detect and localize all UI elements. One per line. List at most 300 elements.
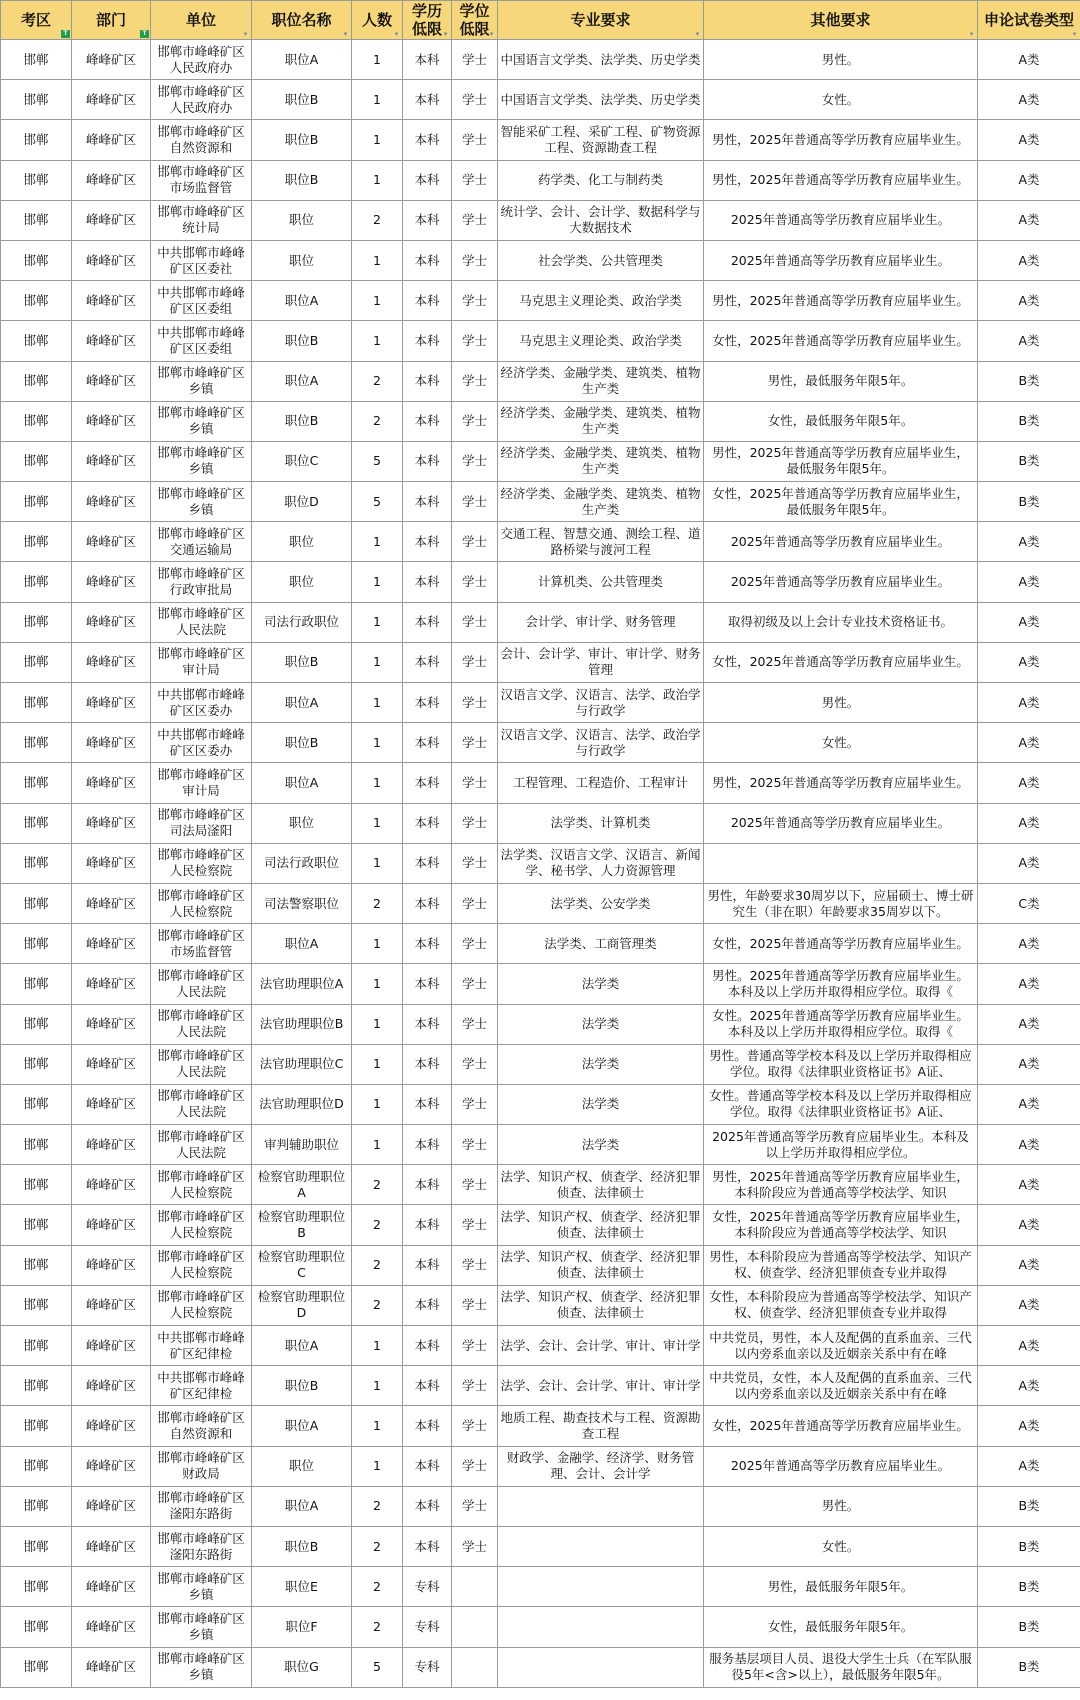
cell-other[interactable]: 男性。2025年普通高等学历教育应届毕业生。本科及以上学历并取得相应学位。取得《 (704, 964, 978, 1004)
cell-position[interactable]: 职位A (252, 683, 352, 723)
cell-edu[interactable]: 本科 (403, 1125, 452, 1165)
cell-dept[interactable]: 峰峰矿区 (72, 1205, 151, 1245)
cell-unit[interactable]: 邯郸市峰峰矿区人民政府办 (151, 80, 252, 120)
cell-count[interactable]: 1 (352, 1044, 403, 1084)
cell-degree[interactable]: 学士 (452, 562, 498, 602)
cell-region[interactable]: 邯郸 (1, 482, 72, 522)
cell-major[interactable]: 经济学类、金融学类、建筑类、植物生产类 (498, 441, 704, 481)
cell-other[interactable]: 男性，最低服务年限5年。 (704, 361, 978, 401)
cell-count[interactable]: 1 (352, 1084, 403, 1124)
cell-unit[interactable]: 邯郸市峰峰矿区自然资源和 (151, 1406, 252, 1446)
cell-exam[interactable]: B类 (978, 361, 1080, 401)
cell-unit[interactable]: 邯郸市峰峰矿区乡镇 (151, 1567, 252, 1607)
cell-position[interactable]: 职位A (252, 40, 352, 80)
cell-position[interactable]: 司法警察职位 (252, 883, 352, 923)
cell-position[interactable]: 法官助理职位B (252, 1004, 352, 1044)
cell-unit[interactable]: 邯郸市峰峰矿区市场监督管 (151, 160, 252, 200)
cell-major[interactable]: 法学类 (498, 1004, 704, 1044)
cell-edu[interactable]: 本科 (403, 1486, 452, 1526)
cell-other[interactable]: 2025年普通高等学历教育应届毕业生。 (704, 522, 978, 562)
cell-unit[interactable]: 中共邯郸市峰峰矿区区委办 (151, 723, 252, 763)
cell-unit[interactable]: 邯郸市峰峰矿区统计局 (151, 200, 252, 240)
cell-edu[interactable]: 本科 (403, 1245, 452, 1285)
cell-edu[interactable]: 本科 (403, 40, 452, 80)
cell-unit[interactable]: 中共邯郸市峰峰矿区区委组 (151, 321, 252, 361)
cell-degree[interactable]: 学士 (452, 240, 498, 280)
cell-dept[interactable]: 峰峰矿区 (72, 1245, 151, 1285)
cell-edu[interactable]: 本科 (403, 1366, 452, 1406)
cell-exam[interactable]: A类 (978, 240, 1080, 280)
cell-count[interactable]: 1 (352, 723, 403, 763)
cell-edu[interactable]: 本科 (403, 80, 452, 120)
cell-edu[interactable]: 本科 (403, 763, 452, 803)
cell-degree[interactable]: 学士 (452, 80, 498, 120)
cell-degree[interactable]: 学士 (452, 763, 498, 803)
cell-major[interactable] (498, 1567, 704, 1607)
cell-unit[interactable]: 邯郸市峰峰矿区人民检察院 (151, 1165, 252, 1205)
cell-degree[interactable] (452, 1647, 498, 1687)
cell-position[interactable]: 职位 (252, 803, 352, 843)
cell-count[interactable]: 2 (352, 1205, 403, 1245)
cell-other[interactable]: 女性。 (704, 1526, 978, 1566)
cell-unit[interactable]: 邯郸市峰峰矿区人民法院 (151, 602, 252, 642)
cell-exam[interactable]: A类 (978, 964, 1080, 1004)
cell-other[interactable]: 女性，2025年普通高等学历教育应届毕业生，本科阶段应为普通高等学校法学、知识 (704, 1205, 978, 1245)
cell-major[interactable] (498, 1486, 704, 1526)
cell-position[interactable]: 检察官助理职位C (252, 1245, 352, 1285)
cell-edu[interactable]: 本科 (403, 1406, 452, 1446)
cell-region[interactable]: 邯郸 (1, 1285, 72, 1325)
cell-degree[interactable]: 学士 (452, 1326, 498, 1366)
cell-other[interactable]: 女性，最低服务年限5年。 (704, 401, 978, 441)
cell-major[interactable]: 经济学类、金融学类、建筑类、植物生产类 (498, 361, 704, 401)
filter-dropdown-icon[interactable]: ▾ (443, 30, 448, 38)
cell-edu[interactable]: 专科 (403, 1567, 452, 1607)
cell-count[interactable]: 1 (352, 562, 403, 602)
cell-count[interactable]: 2 (352, 1245, 403, 1285)
cell-region[interactable]: 邯郸 (1, 441, 72, 481)
cell-major[interactable]: 法学、会计、会计学、审计、审计学 (498, 1366, 704, 1406)
cell-region[interactable]: 邯郸 (1, 602, 72, 642)
cell-dept[interactable]: 峰峰矿区 (72, 1004, 151, 1044)
cell-degree[interactable]: 学士 (452, 1084, 498, 1124)
cell-exam[interactable]: A类 (978, 160, 1080, 200)
cell-other[interactable]: 男性。 (704, 1486, 978, 1526)
cell-major[interactable]: 马克思主义理论类、政治学类 (498, 321, 704, 361)
cell-exam[interactable]: A类 (978, 843, 1080, 883)
cell-other[interactable]: 服务基层项目人员、退役大学生士兵（在军队服役5年<含>以上），最低服务年限5年。 (704, 1647, 978, 1687)
filter-active-icon[interactable]: T (140, 30, 149, 38)
cell-major[interactable]: 经济学类、金融学类、建筑类、植物生产类 (498, 401, 704, 441)
cell-edu[interactable]: 本科 (403, 723, 452, 763)
cell-other[interactable]: 女性，2025年普通高等学历教育应届毕业生。 (704, 924, 978, 964)
cell-unit[interactable]: 邯郸市峰峰矿区人民政府办 (151, 40, 252, 80)
cell-position[interactable]: 职位C (252, 441, 352, 481)
cell-region[interactable]: 邯郸 (1, 562, 72, 602)
cell-degree[interactable]: 学士 (452, 843, 498, 883)
cell-major[interactable]: 工程管理、工程造价、工程审计 (498, 763, 704, 803)
column-header-count[interactable] (352, 1, 403, 40)
cell-dept[interactable]: 峰峰矿区 (72, 964, 151, 1004)
cell-position[interactable]: 法官助理职位D (252, 1084, 352, 1124)
cell-region[interactable]: 邯郸 (1, 1526, 72, 1566)
cell-count[interactable]: 1 (352, 642, 403, 682)
cell-other[interactable]: 女性。2025年普通高等学历教育应届毕业生。本科及以上学历并取得相应学位。取得《 (704, 1004, 978, 1044)
cell-unit[interactable]: 邯郸市峰峰矿区审计局 (151, 763, 252, 803)
cell-count[interactable]: 1 (352, 1004, 403, 1044)
cell-edu[interactable]: 本科 (403, 441, 452, 481)
cell-count[interactable]: 5 (352, 482, 403, 522)
cell-edu[interactable]: 本科 (403, 683, 452, 723)
cell-other[interactable]: 女性。普通高等学校本科及以上学历并取得相应学位。取得《法律职业资格证书》A证、 (704, 1084, 978, 1124)
cell-degree[interactable]: 学士 (452, 120, 498, 160)
cell-unit[interactable]: 邯郸市峰峰矿区乡镇 (151, 482, 252, 522)
cell-unit[interactable]: 邯郸市峰峰矿区人民法院 (151, 964, 252, 1004)
cell-major[interactable]: 地质工程、勘查技术与工程、资源勘查工程 (498, 1406, 704, 1446)
cell-position[interactable]: 职位A (252, 763, 352, 803)
cell-count[interactable]: 1 (352, 120, 403, 160)
cell-major[interactable]: 法学、知识产权、侦查学、经济犯罪侦查、法律硕士 (498, 1205, 704, 1245)
cell-exam[interactable]: A类 (978, 120, 1080, 160)
cell-dept[interactable]: 峰峰矿区 (72, 924, 151, 964)
cell-major[interactable]: 汉语言文学、汉语言、法学、政治学与行政学 (498, 683, 704, 723)
cell-exam[interactable]: C类 (978, 883, 1080, 923)
cell-unit[interactable]: 邯郸市峰峰矿区人民法院 (151, 1004, 252, 1044)
cell-other[interactable]: 2025年普通高等学历教育应届毕业生。 (704, 240, 978, 280)
cell-unit[interactable]: 邯郸市峰峰矿区人民检察院 (151, 1245, 252, 1285)
cell-other[interactable]: 男性，2025年普通高等学历教育应届毕业生。 (704, 120, 978, 160)
cell-position[interactable]: 司法行政职位 (252, 843, 352, 883)
cell-exam[interactable]: A类 (978, 80, 1080, 120)
cell-exam[interactable]: B类 (978, 1607, 1080, 1647)
cell-other[interactable]: 2025年普通高等学历教育应届毕业生。 (704, 562, 978, 602)
cell-major[interactable]: 法学类、公安学类 (498, 883, 704, 923)
cell-count[interactable]: 1 (352, 1326, 403, 1366)
cell-region[interactable]: 邯郸 (1, 1125, 72, 1165)
cell-position[interactable]: 职位D (252, 482, 352, 522)
cell-degree[interactable]: 学士 (452, 1044, 498, 1084)
cell-dept[interactable]: 峰峰矿区 (72, 120, 151, 160)
cell-degree[interactable]: 学士 (452, 1125, 498, 1165)
cell-unit[interactable]: 邯郸市峰峰矿区司法局滏阳 (151, 803, 252, 843)
cell-edu[interactable]: 本科 (403, 240, 452, 280)
cell-degree[interactable]: 学士 (452, 1004, 498, 1044)
cell-major[interactable]: 汉语言文学、汉语言、法学、政治学与行政学 (498, 723, 704, 763)
cell-position[interactable]: 法官助理职位C (252, 1044, 352, 1084)
cell-unit[interactable]: 邯郸市峰峰矿区乡镇 (151, 401, 252, 441)
cell-dept[interactable]: 峰峰矿区 (72, 1125, 151, 1165)
cell-edu[interactable]: 本科 (403, 1084, 452, 1124)
column-header-position[interactable] (252, 1, 352, 40)
cell-major[interactable]: 法学类、工商管理类 (498, 924, 704, 964)
cell-degree[interactable]: 学士 (452, 200, 498, 240)
cell-degree[interactable]: 学士 (452, 803, 498, 843)
cell-region[interactable]: 邯郸 (1, 1004, 72, 1044)
cell-position[interactable]: 法官助理职位A (252, 964, 352, 1004)
cell-other[interactable]: 男性，2025年普通高等学历教育应届毕业生。 (704, 281, 978, 321)
cell-unit[interactable]: 邯郸市峰峰矿区自然资源和 (151, 120, 252, 160)
cell-dept[interactable]: 峰峰矿区 (72, 1647, 151, 1687)
cell-region[interactable]: 邯郸 (1, 1084, 72, 1124)
cell-edu[interactable]: 本科 (403, 1205, 452, 1245)
cell-dept[interactable]: 峰峰矿区 (72, 321, 151, 361)
cell-region[interactable]: 邯郸 (1, 683, 72, 723)
filter-dropdown-icon[interactable]: ▾ (489, 30, 494, 38)
cell-region[interactable]: 邯郸 (1, 1205, 72, 1245)
cell-other[interactable]: 男性。 (704, 40, 978, 80)
cell-region[interactable]: 邯郸 (1, 401, 72, 441)
cell-edu[interactable]: 本科 (403, 562, 452, 602)
cell-dept[interactable]: 峰峰矿区 (72, 1446, 151, 1486)
cell-degree[interactable]: 学士 (452, 401, 498, 441)
cell-edu[interactable]: 本科 (403, 883, 452, 923)
cell-major[interactable]: 法学类 (498, 1084, 704, 1124)
cell-region[interactable]: 邯郸 (1, 281, 72, 321)
cell-region[interactable]: 邯郸 (1, 803, 72, 843)
cell-dept[interactable]: 峰峰矿区 (72, 723, 151, 763)
cell-region[interactable]: 邯郸 (1, 1165, 72, 1205)
cell-count[interactable]: 1 (352, 240, 403, 280)
cell-exam[interactable]: A类 (978, 1245, 1080, 1285)
cell-degree[interactable]: 学士 (452, 1366, 498, 1406)
cell-dept[interactable]: 峰峰矿区 (72, 80, 151, 120)
cell-count[interactable]: 1 (352, 281, 403, 321)
cell-region[interactable]: 邯郸 (1, 883, 72, 923)
cell-edu[interactable]: 本科 (403, 964, 452, 1004)
cell-position[interactable]: 职位A (252, 1406, 352, 1446)
cell-other[interactable]: 2025年普通高等学历教育应届毕业生。本科及以上学历并取得相应学位。 (704, 1125, 978, 1165)
cell-exam[interactable]: B类 (978, 1647, 1080, 1687)
cell-edu[interactable]: 本科 (403, 361, 452, 401)
cell-major[interactable]: 法学、知识产权、侦查学、经济犯罪侦查、法律硕士 (498, 1285, 704, 1325)
cell-region[interactable]: 邯郸 (1, 1446, 72, 1486)
cell-dept[interactable]: 峰峰矿区 (72, 1526, 151, 1566)
cell-unit[interactable]: 邯郸市峰峰矿区人民检察院 (151, 1205, 252, 1245)
cell-unit[interactable]: 邯郸市峰峰矿区市场监督管 (151, 924, 252, 964)
cell-exam[interactable]: A类 (978, 763, 1080, 803)
cell-unit[interactable]: 中共邯郸市峰峰矿区纪律检 (151, 1366, 252, 1406)
cell-count[interactable]: 2 (352, 361, 403, 401)
cell-position[interactable]: 职位B (252, 401, 352, 441)
column-header-exam[interactable] (978, 1, 1080, 40)
cell-position[interactable]: 职位B (252, 642, 352, 682)
cell-position[interactable]: 职位A (252, 924, 352, 964)
cell-degree[interactable]: 学士 (452, 1526, 498, 1566)
cell-edu[interactable]: 专科 (403, 1647, 452, 1687)
cell-region[interactable]: 邯郸 (1, 1044, 72, 1084)
cell-edu[interactable]: 本科 (403, 1004, 452, 1044)
cell-edu[interactable]: 本科 (403, 321, 452, 361)
cell-region[interactable]: 邯郸 (1, 1366, 72, 1406)
cell-exam[interactable]: A类 (978, 924, 1080, 964)
cell-degree[interactable]: 学士 (452, 482, 498, 522)
cell-dept[interactable]: 峰峰矿区 (72, 1607, 151, 1647)
cell-region[interactable]: 邯郸 (1, 642, 72, 682)
cell-unit[interactable]: 邯郸市峰峰矿区人民法院 (151, 1044, 252, 1084)
cell-unit[interactable]: 邯郸市峰峰矿区乡镇 (151, 1607, 252, 1647)
cell-edu[interactable]: 本科 (403, 1446, 452, 1486)
cell-region[interactable]: 邯郸 (1, 1326, 72, 1366)
cell-position[interactable]: 职位 (252, 1446, 352, 1486)
cell-dept[interactable]: 峰峰矿区 (72, 602, 151, 642)
cell-edu[interactable]: 本科 (403, 200, 452, 240)
cell-edu[interactable]: 本科 (403, 482, 452, 522)
cell-count[interactable]: 1 (352, 522, 403, 562)
cell-exam[interactable]: A类 (978, 723, 1080, 763)
cell-position[interactable]: 职位A (252, 281, 352, 321)
cell-position[interactable]: 职位F (252, 1607, 352, 1647)
cell-exam[interactable]: A类 (978, 562, 1080, 602)
cell-count[interactable]: 1 (352, 1446, 403, 1486)
cell-count[interactable]: 1 (352, 683, 403, 723)
cell-degree[interactable]: 学士 (452, 964, 498, 1004)
cell-dept[interactable]: 峰峰矿区 (72, 562, 151, 602)
cell-position[interactable]: 检察官助理职位B (252, 1205, 352, 1245)
cell-region[interactable]: 邯郸 (1, 924, 72, 964)
cell-count[interactable]: 2 (352, 200, 403, 240)
cell-dept[interactable]: 峰峰矿区 (72, 482, 151, 522)
cell-count[interactable]: 1 (352, 1406, 403, 1446)
cell-count[interactable]: 5 (352, 1647, 403, 1687)
cell-exam[interactable]: A类 (978, 803, 1080, 843)
cell-major[interactable]: 财政学、金融学、经济学、财务管理、会计、会计学 (498, 1446, 704, 1486)
cell-other[interactable] (704, 843, 978, 883)
cell-exam[interactable]: B类 (978, 1526, 1080, 1566)
cell-dept[interactable]: 峰峰矿区 (72, 883, 151, 923)
cell-degree[interactable]: 学士 (452, 1285, 498, 1325)
cell-position[interactable]: 职位B (252, 321, 352, 361)
cell-major[interactable]: 法学、会计、会计学、审计、审计学 (498, 1326, 704, 1366)
cell-degree[interactable]: 学士 (452, 883, 498, 923)
cell-count[interactable]: 1 (352, 803, 403, 843)
cell-edu[interactable]: 本科 (403, 120, 452, 160)
column-header-major[interactable] (498, 1, 704, 40)
cell-dept[interactable]: 峰峰矿区 (72, 1165, 151, 1205)
cell-region[interactable]: 邯郸 (1, 160, 72, 200)
cell-degree[interactable]: 学士 (452, 522, 498, 562)
cell-degree[interactable]: 学士 (452, 160, 498, 200)
cell-degree[interactable]: 学士 (452, 602, 498, 642)
cell-dept[interactable]: 峰峰矿区 (72, 843, 151, 883)
cell-degree[interactable]: 学士 (452, 642, 498, 682)
cell-major[interactable]: 中国语言文学类、法学类、历史学类 (498, 40, 704, 80)
cell-count[interactable]: 2 (352, 1607, 403, 1647)
cell-unit[interactable]: 邯郸市峰峰矿区财政局 (151, 1446, 252, 1486)
cell-other[interactable]: 男性，2025年普通高等学历教育应届毕业生，最低服务年限5年。 (704, 441, 978, 481)
cell-other[interactable]: 女性，2025年普通高等学历教育应届毕业生。 (704, 1406, 978, 1446)
cell-other[interactable]: 女性。 (704, 80, 978, 120)
cell-region[interactable]: 邯郸 (1, 80, 72, 120)
cell-dept[interactable]: 峰峰矿区 (72, 160, 151, 200)
cell-region[interactable]: 邯郸 (1, 1567, 72, 1607)
cell-dept[interactable]: 峰峰矿区 (72, 240, 151, 280)
cell-exam[interactable]: A类 (978, 1205, 1080, 1245)
cell-count[interactable]: 2 (352, 1526, 403, 1566)
cell-exam[interactable]: A类 (978, 522, 1080, 562)
cell-count[interactable]: 2 (352, 883, 403, 923)
cell-major[interactable]: 药学类、化工与制药类 (498, 160, 704, 200)
cell-other[interactable]: 男性，本科阶段应为普通高等学校法学、知识产权、侦查学、经济犯罪侦查专业并取得 (704, 1245, 978, 1285)
cell-dept[interactable]: 峰峰矿区 (72, 1044, 151, 1084)
cell-position[interactable]: 职位E (252, 1567, 352, 1607)
cell-exam[interactable]: A类 (978, 1366, 1080, 1406)
cell-dept[interactable]: 峰峰矿区 (72, 1326, 151, 1366)
cell-exam[interactable]: B类 (978, 1486, 1080, 1526)
cell-dept[interactable]: 峰峰矿区 (72, 1486, 151, 1526)
cell-position[interactable]: 职位B (252, 80, 352, 120)
cell-exam[interactable]: B类 (978, 1567, 1080, 1607)
cell-major[interactable]: 法学类、汉语言文学、汉语言、新闻学、秘书学、人力资源管理 (498, 843, 704, 883)
cell-degree[interactable]: 学士 (452, 361, 498, 401)
cell-count[interactable]: 1 (352, 763, 403, 803)
cell-dept[interactable]: 峰峰矿区 (72, 200, 151, 240)
cell-degree[interactable]: 学士 (452, 1406, 498, 1446)
cell-exam[interactable]: A类 (978, 1004, 1080, 1044)
cell-unit[interactable]: 中共邯郸市峰峰矿区区委社 (151, 240, 252, 280)
cell-dept[interactable]: 峰峰矿区 (72, 1567, 151, 1607)
cell-other[interactable]: 女性，2025年普通高等学历教育应届毕业生。 (704, 321, 978, 361)
cell-other[interactable]: 男性，最低服务年限5年。 (704, 1567, 978, 1607)
cell-dept[interactable]: 峰峰矿区 (72, 1406, 151, 1446)
cell-degree[interactable]: 学士 (452, 441, 498, 481)
cell-edu[interactable]: 本科 (403, 401, 452, 441)
cell-exam[interactable]: A类 (978, 642, 1080, 682)
cell-edu[interactable]: 本科 (403, 1044, 452, 1084)
cell-dept[interactable]: 峰峰矿区 (72, 642, 151, 682)
cell-count[interactable]: 1 (352, 40, 403, 80)
cell-exam[interactable]: B类 (978, 482, 1080, 522)
cell-position[interactable]: 职位G (252, 1647, 352, 1687)
cell-other[interactable]: 2025年普通高等学历教育应届毕业生。 (704, 1446, 978, 1486)
cell-edu[interactable]: 本科 (403, 522, 452, 562)
cell-unit[interactable]: 邯郸市峰峰矿区滏阳东路街 (151, 1486, 252, 1526)
filter-dropdown-icon[interactable]: ▾ (1072, 30, 1077, 38)
cell-exam[interactable]: A类 (978, 1165, 1080, 1205)
column-header-dept[interactable] (72, 1, 151, 40)
cell-other[interactable]: 中共党员，女性，本人及配偶的直系血亲、三代以内旁系血亲以及近姻亲关系中有在峰 (704, 1366, 978, 1406)
cell-unit[interactable]: 邯郸市峰峰矿区交通运输局 (151, 522, 252, 562)
cell-exam[interactable]: A类 (978, 1084, 1080, 1124)
cell-dept[interactable]: 峰峰矿区 (72, 1366, 151, 1406)
cell-unit[interactable]: 邯郸市峰峰矿区乡镇 (151, 361, 252, 401)
cell-count[interactable]: 1 (352, 1125, 403, 1165)
cell-other[interactable]: 男性，2025年普通高等学历教育应届毕业生。 (704, 160, 978, 200)
cell-other[interactable]: 女性，本科阶段应为普通高等学校法学、知识产权、侦查学、经济犯罪侦查专业并取得 (704, 1285, 978, 1325)
cell-dept[interactable]: 峰峰矿区 (72, 361, 151, 401)
cell-region[interactable]: 邯郸 (1, 321, 72, 361)
cell-dept[interactable]: 峰峰矿区 (72, 441, 151, 481)
cell-major[interactable] (498, 1647, 704, 1687)
column-header-degree[interactable] (452, 1, 498, 40)
cell-count[interactable]: 1 (352, 843, 403, 883)
cell-edu[interactable]: 本科 (403, 281, 452, 321)
cell-other[interactable]: 男性，2025年普通高等学历教育应届毕业生。 (704, 763, 978, 803)
cell-region[interactable]: 邯郸 (1, 200, 72, 240)
cell-exam[interactable]: A类 (978, 683, 1080, 723)
cell-other[interactable]: 中共党员，男性，本人及配偶的直系血亲、三代以内旁系血亲以及近姻亲关系中有在峰 (704, 1326, 978, 1366)
cell-other[interactable]: 女性，2025年普通高等学历教育应届毕业生。 (704, 642, 978, 682)
cell-dept[interactable]: 峰峰矿区 (72, 1285, 151, 1325)
cell-position[interactable]: 司法行政职位 (252, 602, 352, 642)
cell-edu[interactable]: 本科 (403, 803, 452, 843)
cell-unit[interactable]: 中共邯郸市峰峰矿区纪律检 (151, 1326, 252, 1366)
cell-dept[interactable]: 峰峰矿区 (72, 803, 151, 843)
cell-position[interactable]: 检察官助理职位A (252, 1165, 352, 1205)
cell-other[interactable]: 男性。普通高等学校本科及以上学历并取得相应学位。取得《法律职业资格证书》A证、 (704, 1044, 978, 1084)
cell-edu[interactable]: 本科 (403, 843, 452, 883)
cell-dept[interactable]: 峰峰矿区 (72, 1084, 151, 1124)
cell-degree[interactable]: 学士 (452, 723, 498, 763)
